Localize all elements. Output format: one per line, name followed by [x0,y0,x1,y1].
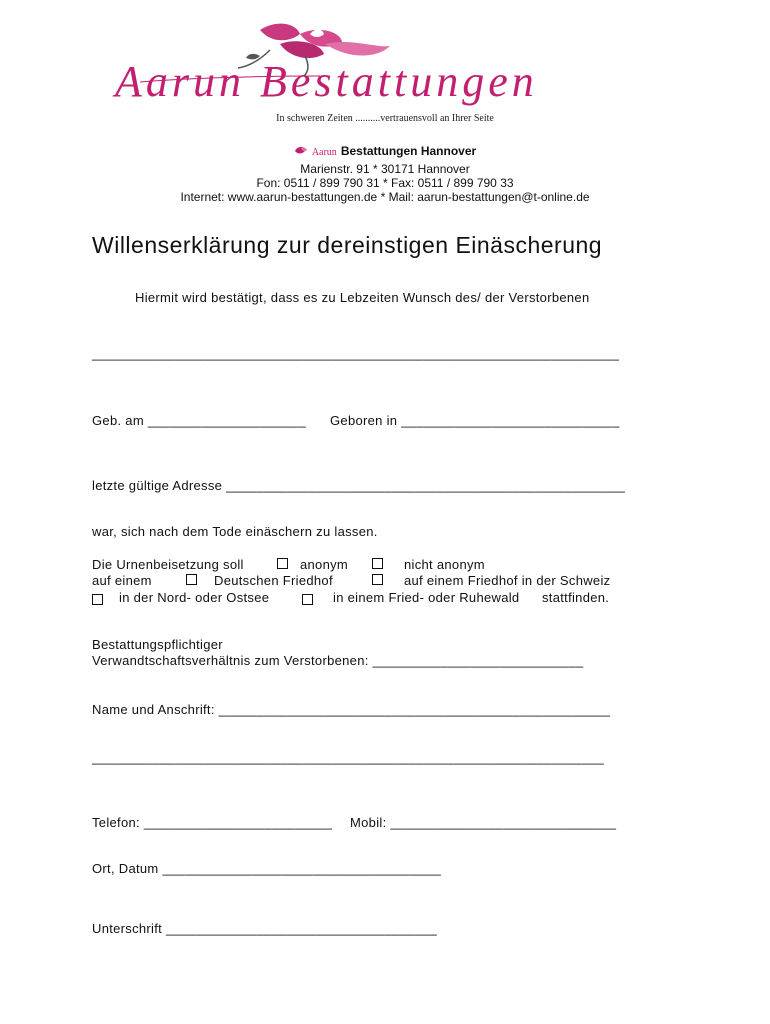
urn-label: Die Urnenbeisetzung soll [92,557,244,572]
mobile-field[interactable]: Mobil: ______________________________ [350,815,617,830]
relationship-field[interactable]: Verwandtschaftsverhältnis zum Verstorbenen: ____________________________ [92,653,584,668]
option-nordsee: in der Nord- oder Ostsee [119,590,270,605]
document-title: Willenserklärung zur dereinstigen Einäscherung [92,232,603,258]
birth-place-field[interactable]: Geboren in _____________________________ [330,413,620,428]
company-web-mail: Internet: www.aarun-bestattungen.de * Mail: aarun-bestattungen@t-online.de [180,190,590,204]
intro-text: Hiermit wird bestätigt, dass es zu Lebzeiten Wunsch des/ der Verstorbenen [135,290,590,305]
auf-einem-label: auf einem [92,573,152,588]
checkbox-ruhewald[interactable] [302,594,313,605]
birth-date-field[interactable]: Geb. am _____________________ [92,413,306,428]
signature-field[interactable]: Unterschrift ____________________________________ [92,921,438,936]
option-ruhewald: in einem Fried- oder Ruhewald [333,590,520,605]
rose-icon [294,145,308,159]
logo-text: Aarun Bestattungen [115,57,538,106]
stattfinden-text: stattfinden. [542,590,610,605]
bestattungspflichtiger-label: Bestattungspflichtiger [92,637,223,652]
option-anonym: anonym [300,557,349,572]
company-name [0,144,770,159]
tagline: In schweren Zeiten ..........vertrauensvoll an Ihrer Seite [276,113,494,124]
checkbox-anonym[interactable] [277,558,288,569]
option-schweiz: auf einem Friedhof in der Schweiz [404,573,611,588]
company-brand: Aarun [311,147,337,158]
phone-field[interactable]: Telefon: _________________________ [92,815,333,830]
place-date-field[interactable]: Ort, Datum _____________________________________ [92,861,442,876]
deceased-name-field[interactable]: ______________________________________________________________________ [92,346,620,361]
company-title: Bestattungen Hannover [340,144,477,158]
cremation-statement: war, sich nach dem Tode einäschern zu lassen. [92,524,378,539]
checkbox-nordsee[interactable] [92,594,103,605]
last-address-field[interactable]: letzte gültige Adresse _____________________________________________________ [92,478,626,493]
company-address: Marienstr. 91 * 30171 Hannover [300,162,470,176]
checkbox-nicht-anonym[interactable] [372,558,383,569]
option-deutscher-friedhof: Deutschen Friedhof [214,573,333,588]
checkbox-schweiz[interactable] [372,574,383,585]
name-address-field[interactable]: Name und Anschrift: ____________________________________________________ [92,702,611,717]
checkbox-deutscher-friedhof[interactable] [186,574,197,585]
option-nicht-anonym: nicht anonym [404,557,485,572]
company-phone-fax: Fon: 0511 / 899 790 31 * Fax: 0511 / 899 790 33 [256,176,514,190]
name-address-extra-line[interactable]: ____________________________________________________________________ [92,750,605,765]
